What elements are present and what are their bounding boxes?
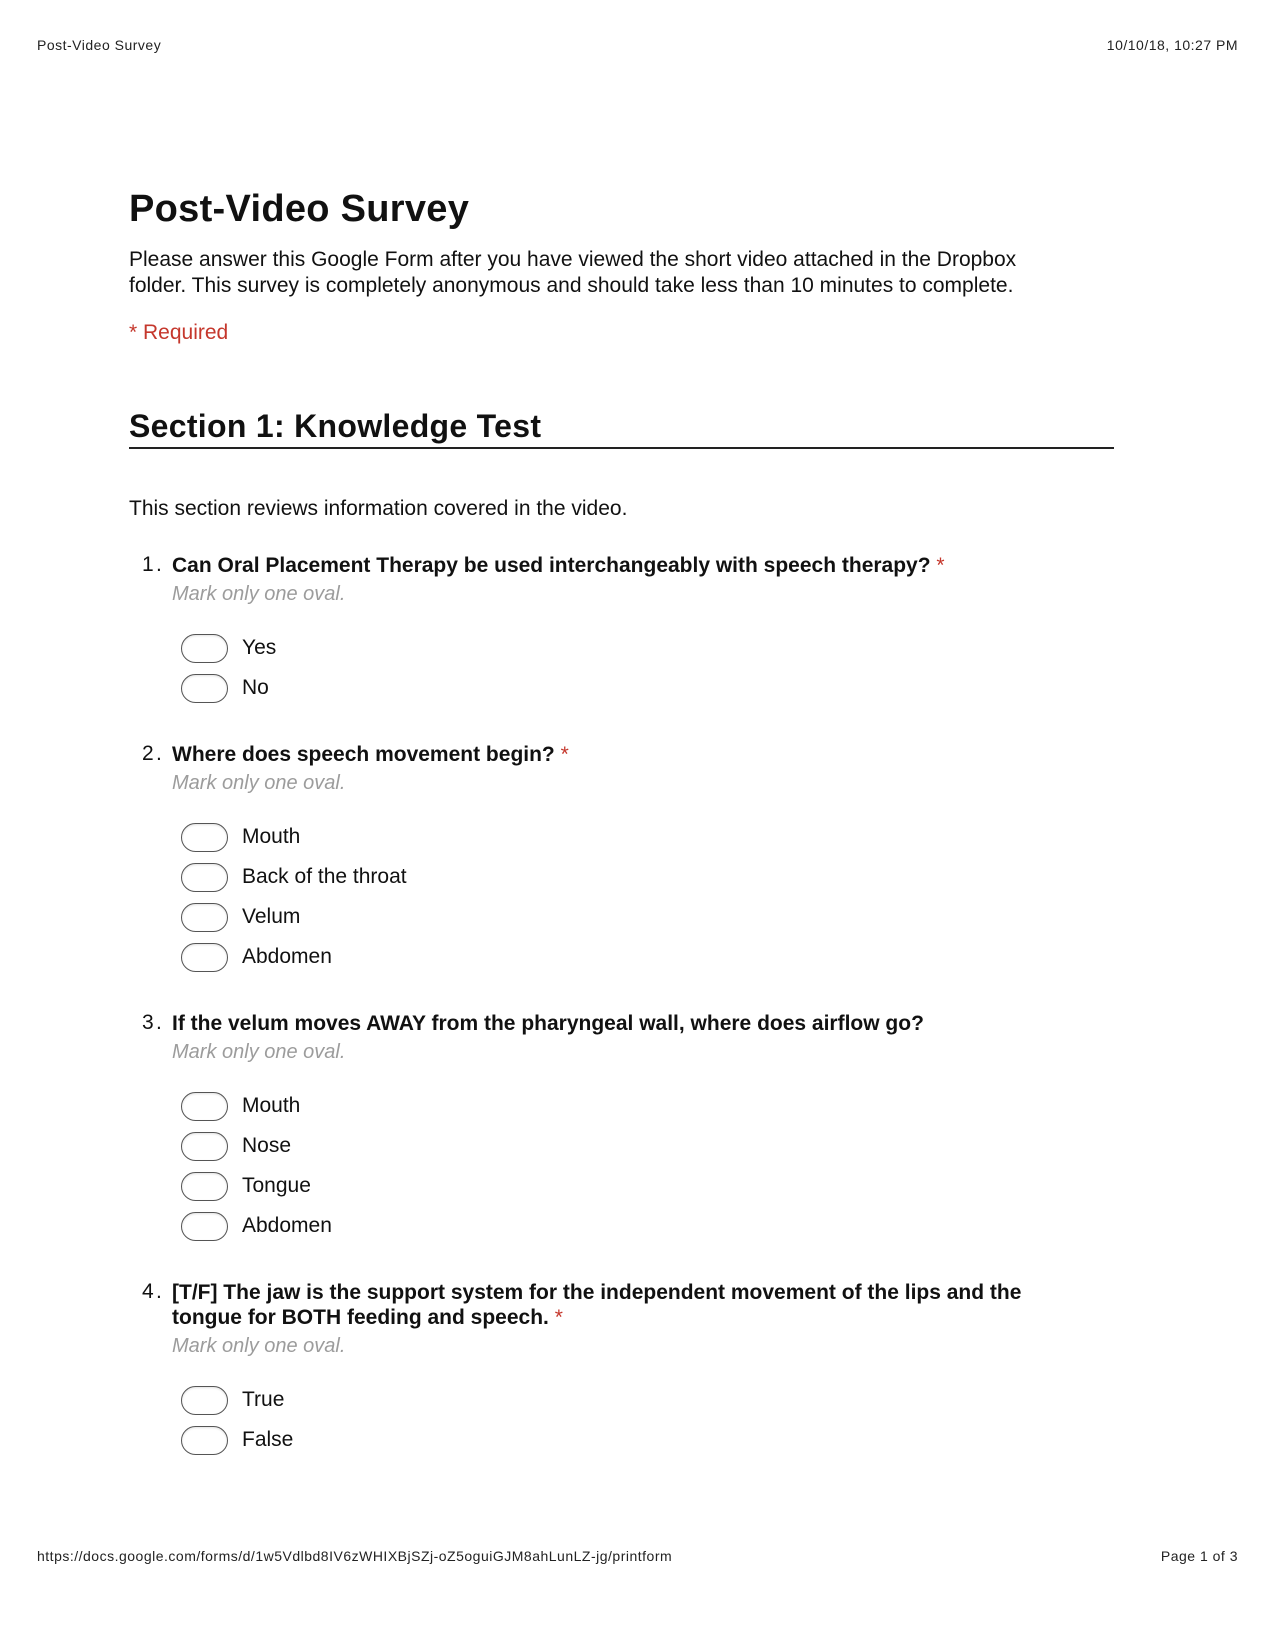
- question-number: 4: [142, 1280, 154, 1303]
- radio-oval[interactable]: [181, 1172, 228, 1201]
- question-text: Can Oral Placement Therapy be used interchangeably with speech therapy? *: [172, 554, 945, 577]
- form-description: Please answer this Google Form after you have viewed the short video attached in the Dropbox folder. This survey is completely anonymous and should take less than 10 minutes to complete.: [129, 248, 1017, 297]
- radio-option[interactable]: [181, 628, 1114, 668]
- question-number: 1: [142, 553, 154, 576]
- radio-oval[interactable]: [181, 1386, 228, 1415]
- radio-oval[interactable]: [181, 1132, 228, 1161]
- question-help: Mark only one oval.: [172, 1335, 346, 1357]
- option-label: Abdomen: [242, 1214, 332, 1237]
- question-number: 2: [142, 742, 154, 765]
- question-help: Mark only one oval.: [172, 772, 346, 794]
- radio-oval[interactable]: [181, 823, 228, 852]
- option-label: No: [242, 676, 269, 699]
- question-text: Where does speech movement begin? *: [172, 743, 569, 766]
- print-datetime: 10/10/18, 10:27 PM: [1106, 37, 1238, 53]
- section-description: This section reviews information covered in the video.: [129, 497, 628, 520]
- question-text: If the velum moves AWAY from the pharyngeal wall, where does airflow go?: [172, 1012, 924, 1035]
- required-star: *: [936, 554, 945, 577]
- question-number: 3: [142, 1011, 154, 1034]
- radio-option[interactable]: [181, 1086, 1114, 1126]
- radio-option[interactable]: [181, 897, 1114, 937]
- radio-option[interactable]: [181, 1420, 1114, 1460]
- question-2: 2 . Where does speech movement begin? * Mark only one oval. Mouth Back of the throat Velum Abdomen: [129, 742, 1114, 977]
- radio-oval[interactable]: [181, 674, 228, 703]
- radio-oval[interactable]: [181, 863, 228, 892]
- radio-option[interactable]: [181, 1166, 1114, 1206]
- required-star: *: [554, 1306, 563, 1329]
- radio-option[interactable]: [181, 817, 1114, 857]
- option-list: [181, 1380, 1114, 1460]
- option-label: Nose: [242, 1134, 292, 1157]
- option-label: Back of the throat: [242, 865, 407, 888]
- radio-option[interactable]: [181, 1380, 1114, 1420]
- option-label: Mouth: [242, 1094, 301, 1117]
- option-list: [181, 817, 1114, 977]
- question-4: 4 . [T/F] The jaw is the support system for the independent movement of the lips and the tongue for BOTH feeding and speech. * Mark only one oval. True False: [129, 1280, 1114, 1460]
- option-label: Yes: [242, 636, 277, 659]
- section-title: Section 1: Knowledge Test: [129, 408, 1114, 449]
- option-label: Velum: [242, 905, 301, 928]
- radio-option[interactable]: [181, 937, 1114, 977]
- required-note: * Required: [129, 321, 229, 344]
- form-title: Post-Video Survey: [129, 188, 470, 230]
- radio-option[interactable]: [181, 668, 1114, 708]
- option-list: [181, 628, 1114, 708]
- page-indicator: Page 1 of 3: [1160, 1548, 1238, 1564]
- radio-oval[interactable]: [181, 634, 228, 663]
- required-star: *: [560, 743, 569, 766]
- radio-oval[interactable]: [181, 1092, 228, 1121]
- radio-option[interactable]: [181, 857, 1114, 897]
- print-footer: [37, 1548, 1238, 1564]
- form: [129, 188, 1114, 1460]
- question-1: 1 . Can Oral Placement Therapy be used interchangeably with speech therapy? * Mark only one oval. Yes No: [129, 553, 1114, 708]
- option-label: Mouth: [242, 825, 301, 848]
- option-label: Abdomen: [242, 945, 332, 968]
- option-label: Tongue: [242, 1174, 311, 1197]
- radio-option[interactable]: [181, 1206, 1114, 1246]
- radio-oval[interactable]: [181, 1426, 228, 1455]
- radio-oval[interactable]: [181, 943, 228, 972]
- question-help: Mark only one oval.: [172, 1041, 346, 1063]
- option-list: [181, 1086, 1114, 1246]
- question-3: 3 . If the velum moves AWAY from the pharyngeal wall, where does airflow go? Mark only one oval. Mouth Nose Tongue Abdomen: [129, 1011, 1114, 1246]
- question-help: Mark only one oval.: [172, 583, 346, 605]
- print-url: https://docs.google.com/forms/d/1w5Vdlbd8IV6zWHIXBjSZj-oZ5oguiGJM8ahLunLZ-jg/printform: [37, 1548, 673, 1564]
- option-label: False: [242, 1428, 294, 1451]
- question-text: [T/F] The jaw is the support system for the independent movement of the lips and the tongue for BOTH feeding and speech. *: [172, 1281, 1022, 1329]
- radio-oval[interactable]: [181, 1212, 228, 1241]
- print-header: [37, 37, 1238, 53]
- radio-oval[interactable]: [181, 903, 228, 932]
- radio-option[interactable]: [181, 1126, 1114, 1166]
- option-label: True: [242, 1388, 285, 1411]
- print-page-title: Post-Video Survey: [37, 37, 162, 53]
